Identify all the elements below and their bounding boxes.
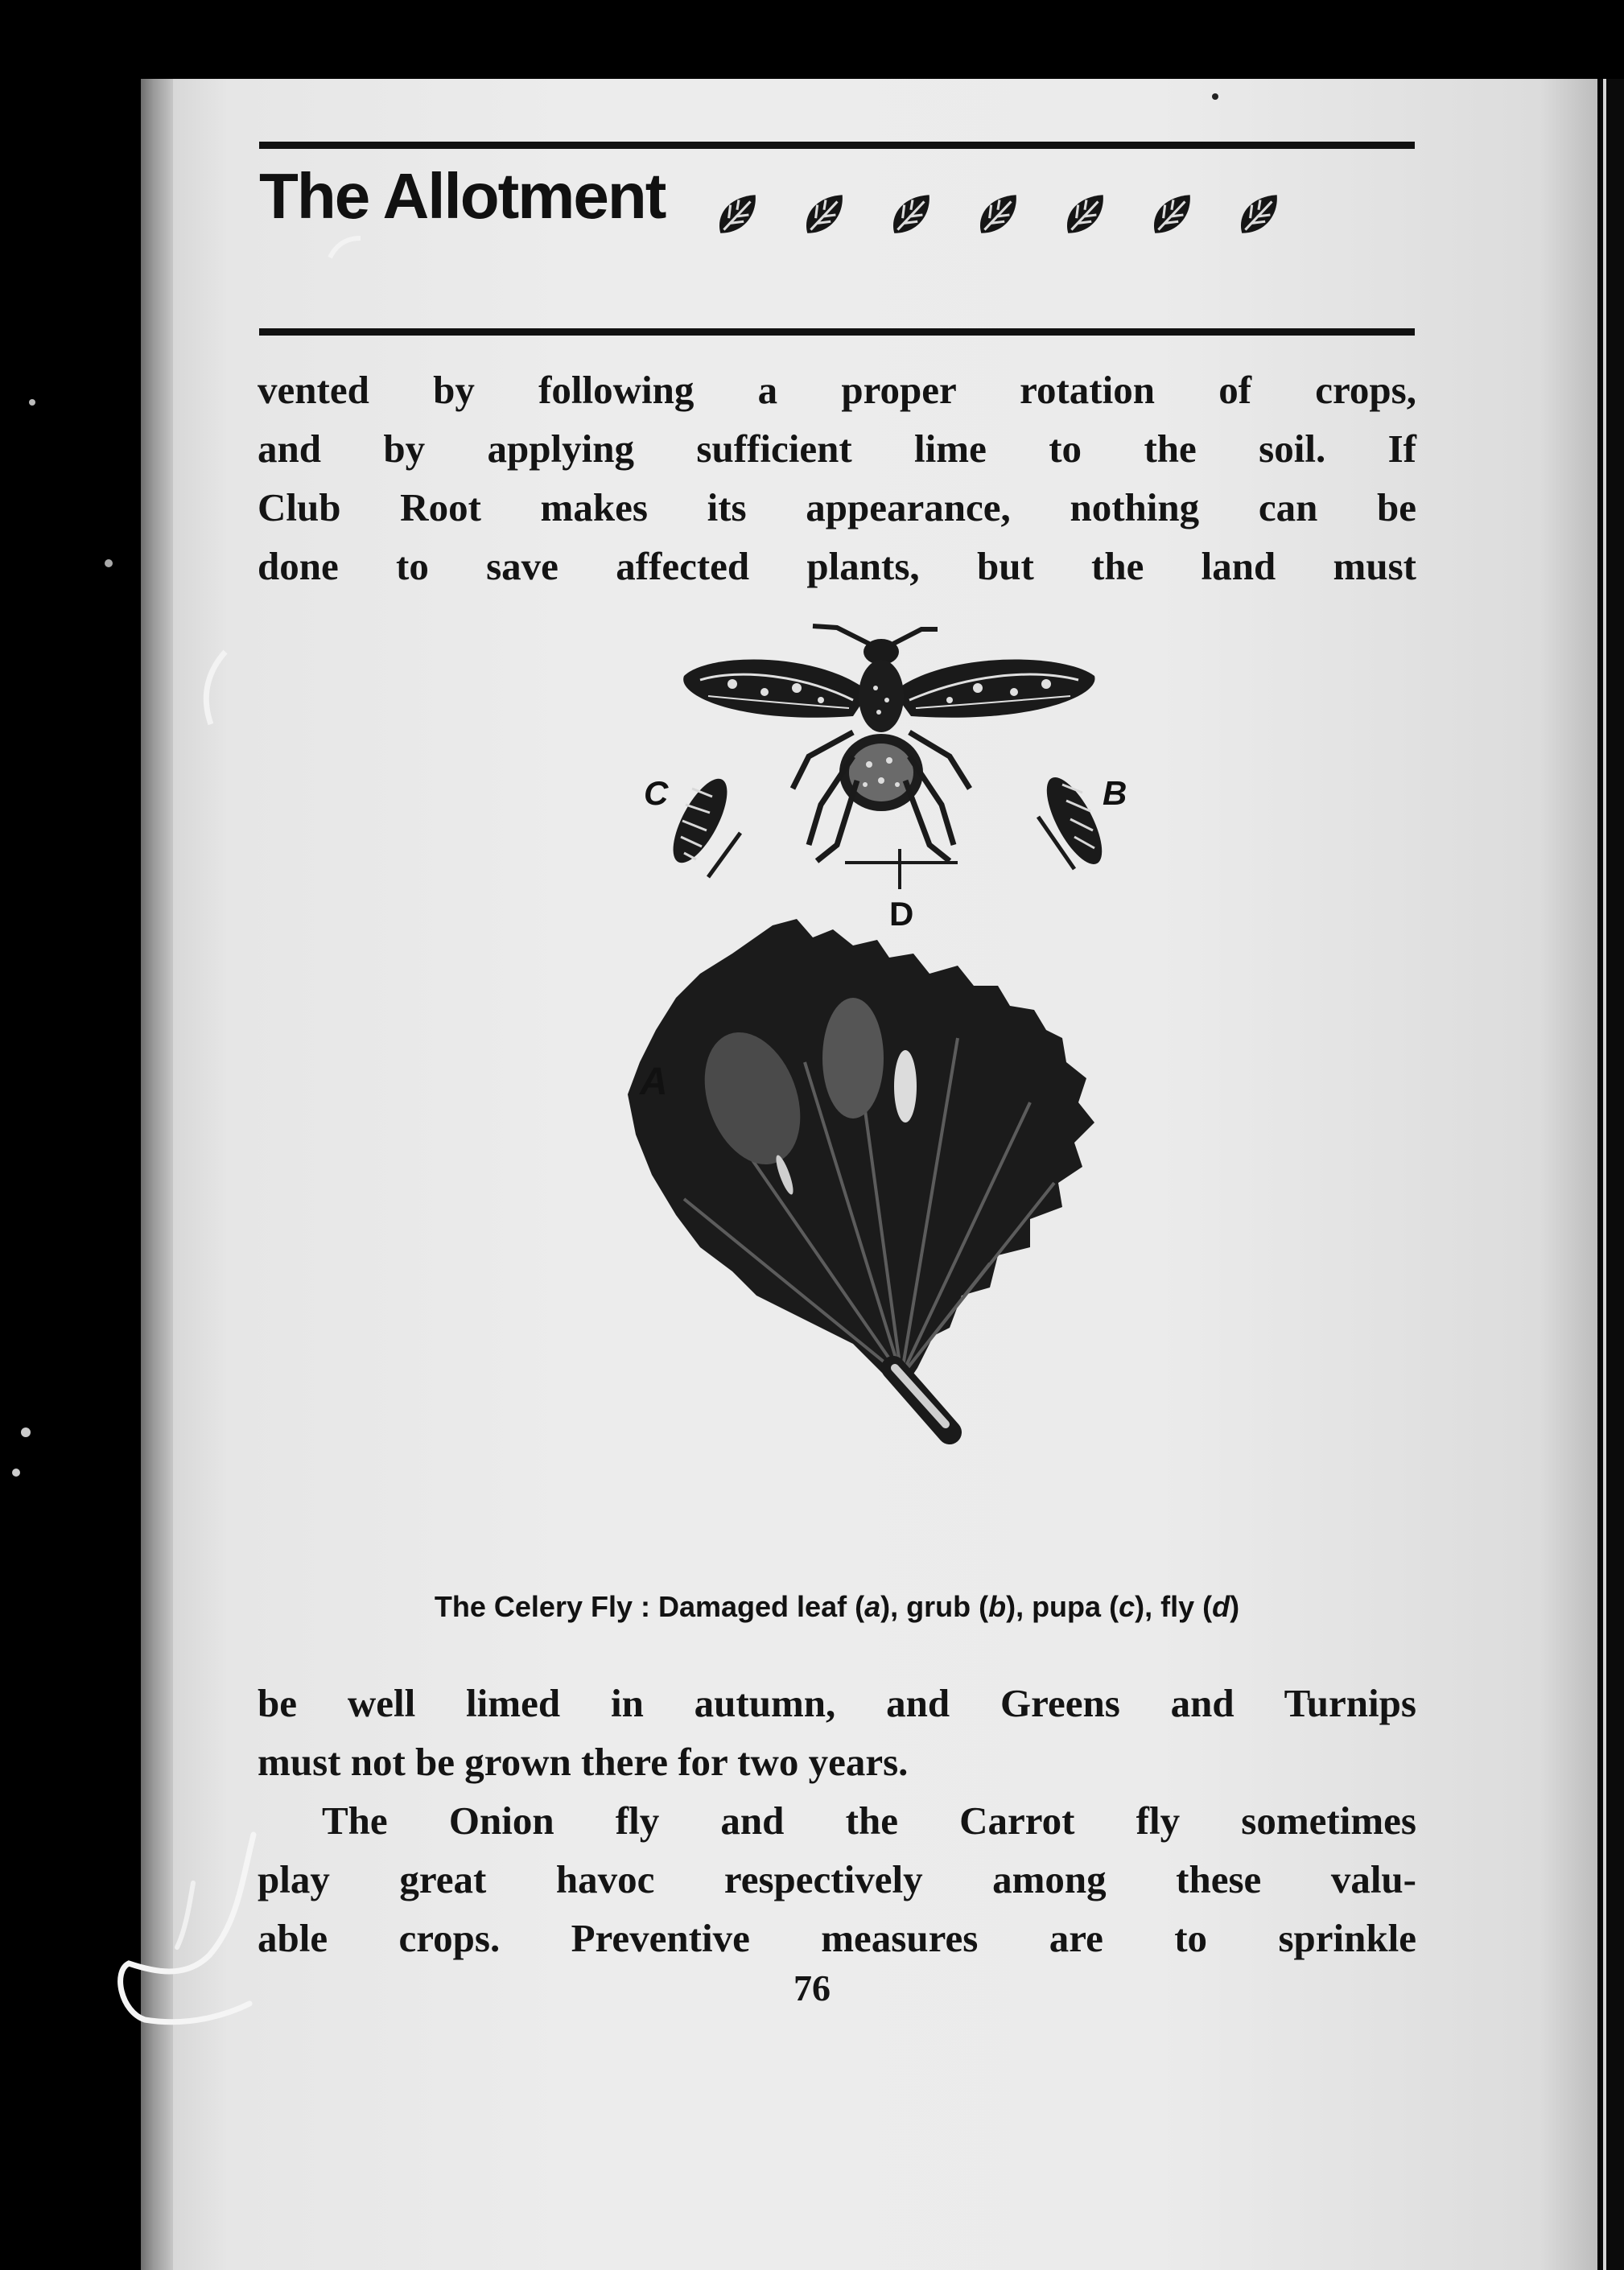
text-line: and by applying sufficient lime to the soil. If (258, 426, 1416, 471)
leaf-ornament-icon (714, 190, 764, 240)
text-line: must not be grown there for two years. (258, 1740, 909, 1784)
caption-ref-b: b (988, 1590, 1007, 1623)
text-line: Club Root makes its appearance, nothing can be (258, 485, 1416, 529)
header-rule-top (259, 142, 1415, 149)
damaged-leaf (628, 919, 1094, 1432)
celery-fly-illustration (612, 620, 1159, 1585)
leaf-ornament-icon (1148, 190, 1198, 240)
leaf-ornament-icon (888, 190, 938, 240)
text-line: able crops. Preventive measures are to sprinkle (258, 1916, 1416, 1960)
leaf-ornament-icon (801, 190, 851, 240)
grub (1036, 770, 1112, 872)
page-number: 76 (793, 1967, 831, 2008)
caption-text: ) (1230, 1590, 1240, 1623)
text-line: done to save affected plants, but the land must (258, 544, 1416, 588)
header-ornaments (714, 190, 1414, 246)
caption-ref-d: d (1212, 1590, 1230, 1623)
figure-caption (259, 1590, 1415, 1624)
leaf-ornament-icon (975, 190, 1024, 240)
text-line: The Onion fly and the Carrot fly sometimes (322, 1798, 1416, 1843)
adjacent-page-border (1603, 79, 1606, 2270)
caption-ref-a: a (864, 1590, 881, 1623)
figure-label-b: B (1103, 774, 1127, 812)
caption-ref-c: c (1119, 1590, 1136, 1623)
caption-text: ), fly ( (1135, 1590, 1213, 1623)
fly (683, 626, 1094, 861)
figure-label-c: C (644, 774, 669, 812)
caption-text: ), pupa ( (1006, 1590, 1119, 1623)
caption-lead: The Celery Fly : (434, 1590, 650, 1623)
page-title: The Allotment (259, 160, 666, 232)
leaf-ornament-icon (1235, 190, 1285, 240)
text-line: be well limed in autumn, and Greens and Turnips (258, 1681, 1416, 1725)
pencil-mark (97, 1819, 274, 2060)
figure-label-d: D (889, 895, 914, 933)
caption-text: ), grub ( (880, 1590, 989, 1623)
leaf-ornament-icon (1061, 190, 1111, 240)
caption-text: Damaged leaf ( (649, 1590, 865, 1623)
text-line: play great havoc respectively among these valu- (258, 1857, 1416, 1901)
body-paragraph-top (258, 360, 1416, 595)
figure-label-a: A (640, 1061, 668, 1103)
header-rule-bottom (259, 328, 1415, 336)
text-line: vented by following a proper rotation of crops, (258, 368, 1416, 412)
pupa (662, 771, 740, 877)
body-paragraph-bottom (258, 1674, 1416, 1967)
running-header (259, 142, 1415, 343)
